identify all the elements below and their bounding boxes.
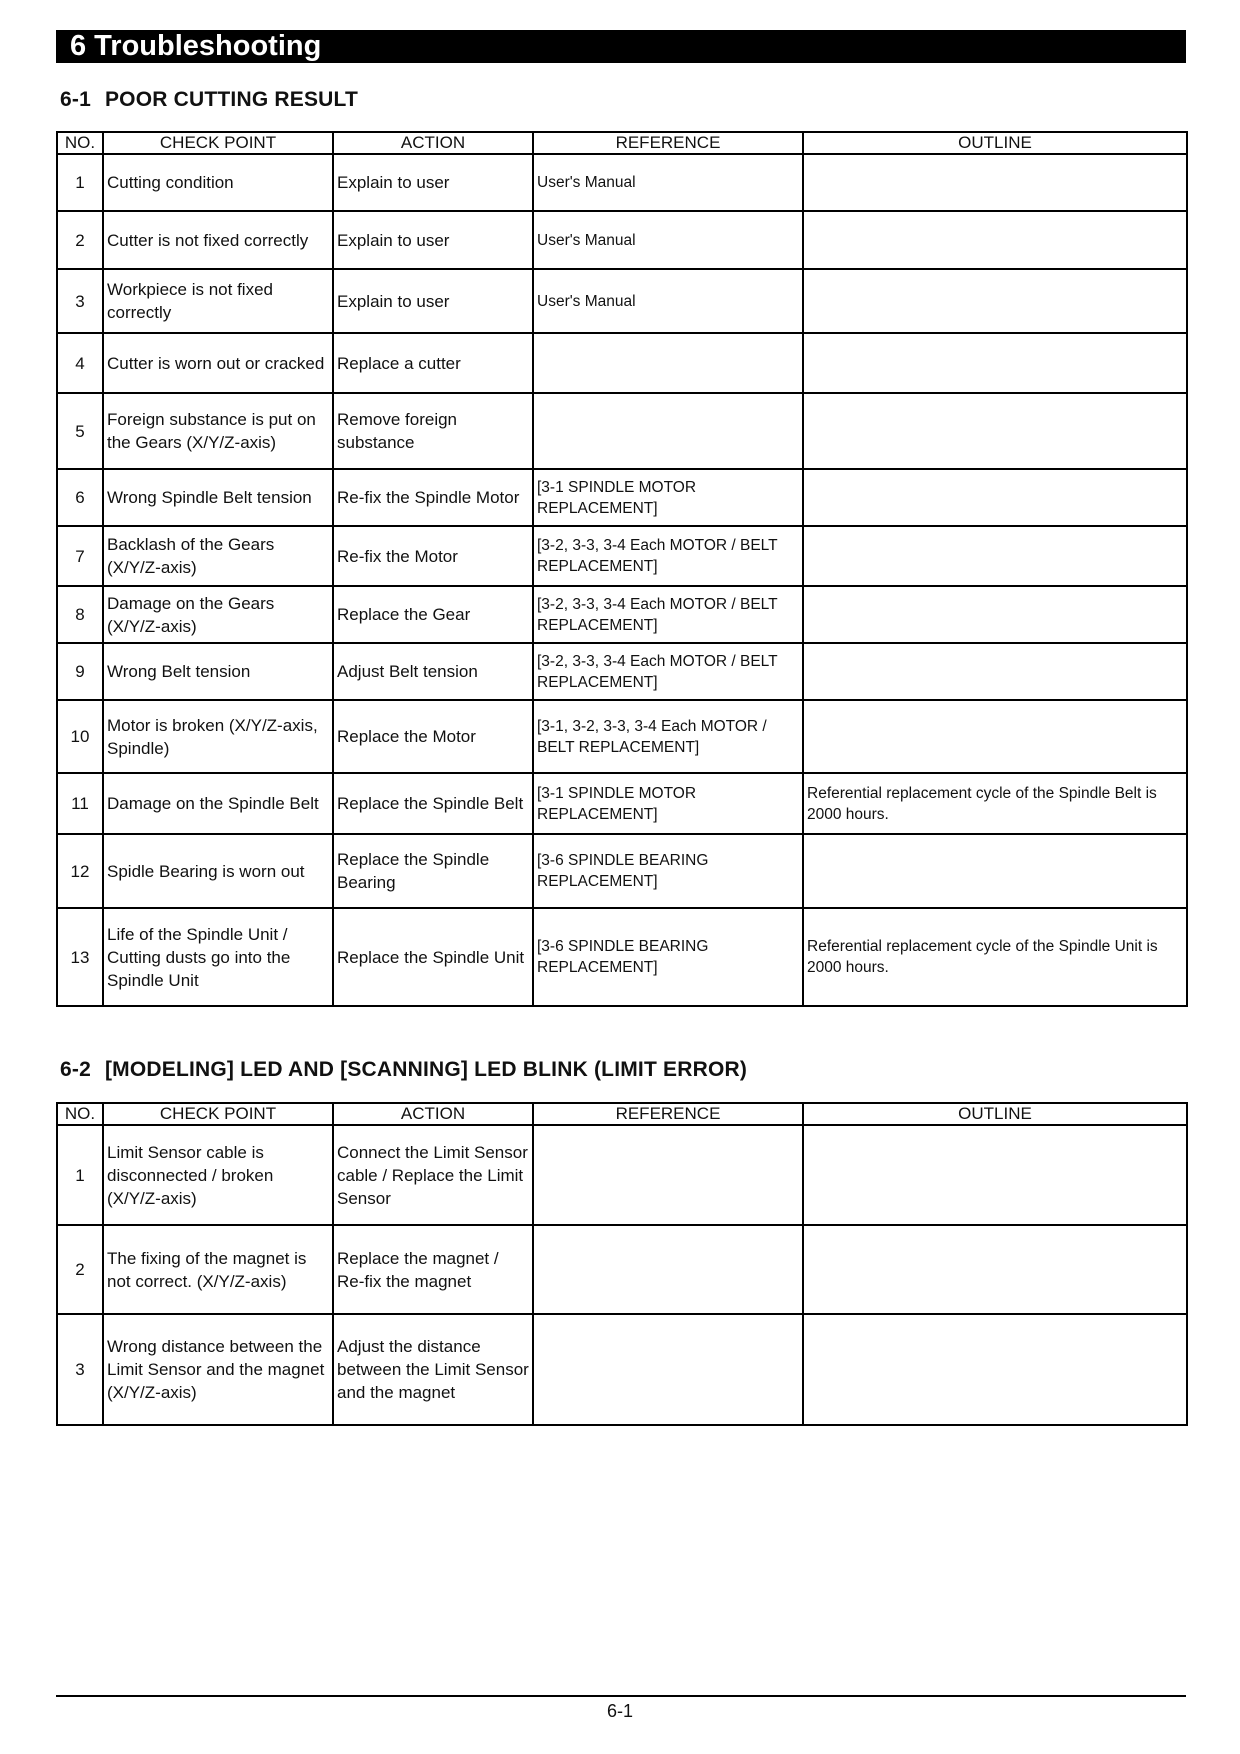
row-number: 7 [57, 526, 103, 586]
outline-cell [803, 393, 1187, 469]
table-row [57, 1225, 1187, 1314]
action-cell: Replace the magnet / Re-fix the magnet [333, 1225, 533, 1314]
reference-cell: [3-1 SPINDLE MOTOR REPLACEMENT] [533, 469, 803, 526]
check-point-cell: Cutter is worn out or cracked [103, 333, 333, 393]
outline-cell [803, 834, 1187, 908]
check-point-cell: Damage on the Spindle Belt [103, 773, 333, 834]
action-cell: Replace the Spindle Unit [333, 908, 533, 1006]
outline-cell [803, 700, 1187, 773]
outline-cell [803, 333, 1187, 393]
chapter-title: 6 Troubleshooting [56, 30, 1186, 63]
table-row [57, 1314, 1187, 1425]
check-point-cell: The fixing of the magnet is not correct. (X/Y/Z-axis) [103, 1225, 333, 1314]
troubleshooting-table-limit-error [56, 1102, 1188, 1426]
outline-cell: Referential replacement cycle of the Spindle Belt is 2000 hours. [803, 773, 1187, 834]
header-action: ACTION [333, 132, 533, 154]
troubleshooting-table-poor-cutting [56, 131, 1188, 1007]
table-row [57, 643, 1187, 700]
outline-cell: Referential replacement cycle of the Spindle Unit is 2000 hours. [803, 908, 1187, 1006]
reference-cell: [3-6 SPINDLE BEARING REPLACEMENT] [533, 834, 803, 908]
reference-cell: User's Manual [533, 211, 803, 269]
action-cell: Explain to user [333, 269, 533, 333]
table-row [57, 393, 1187, 469]
row-number: 11 [57, 773, 103, 834]
check-point-cell: Backlash of the Gears (X/Y/Z-axis) [103, 526, 333, 586]
action-cell: Replace the Spindle Bearing [333, 834, 533, 908]
action-cell: Connect the Limit Sensor cable / Replace the Limit Sensor [333, 1125, 533, 1225]
row-number: 2 [57, 211, 103, 269]
check-point-cell: Wrong Belt tension [103, 643, 333, 700]
action-cell: Remove foreign substance [333, 393, 533, 469]
table-row [57, 700, 1187, 773]
check-point-cell: Damage on the Gears (X/Y/Z-axis) [103, 586, 333, 643]
action-cell: Replace the Motor [333, 700, 533, 773]
section-heading-6-2 [60, 1058, 747, 1082]
check-point-cell: Workpiece is not fixed correctly [103, 269, 333, 333]
action-cell: Explain to user [333, 211, 533, 269]
reference-cell: User's Manual [533, 269, 803, 333]
header-no: NO. [57, 132, 103, 154]
reference-cell: [3-1 SPINDLE MOTOR REPLACEMENT] [533, 773, 803, 834]
table-row [57, 1125, 1187, 1225]
outline-cell [803, 154, 1187, 211]
header-check-point: CHECK POINT [103, 132, 333, 154]
row-number: 1 [57, 154, 103, 211]
check-point-cell: Cutting condition [103, 154, 333, 211]
row-number: 8 [57, 586, 103, 643]
table-row [57, 834, 1187, 908]
header-check-point: CHECK POINT [103, 1103, 333, 1125]
row-number: 6 [57, 469, 103, 526]
check-point-cell: Foreign substance is put on the Gears (X/Y/Z-axis) [103, 393, 333, 469]
action-cell: Re-fix the Motor [333, 526, 533, 586]
table-row [57, 908, 1187, 1006]
section-heading-6-1 [60, 88, 358, 112]
outline-cell [803, 1125, 1187, 1225]
row-number: 2 [57, 1225, 103, 1314]
header-reference: REFERENCE [533, 1103, 803, 1125]
reference-cell: [3-2, 3-3, 3-4 Each MOTOR / BELT REPLACEMENT] [533, 526, 803, 586]
section-number: 6-1 [60, 88, 91, 111]
table-row [57, 469, 1187, 526]
header-reference: REFERENCE [533, 132, 803, 154]
action-cell: Replace a cutter [333, 333, 533, 393]
row-number: 3 [57, 1314, 103, 1425]
outline-cell [803, 1314, 1187, 1425]
table-row [57, 211, 1187, 269]
section-title: [MODELING] LED AND [SCANNING] LED BLINK (LIMIT ERROR) [104, 1058, 748, 1081]
action-cell: Explain to user [333, 154, 533, 211]
action-cell: Replace the Gear [333, 586, 533, 643]
reference-cell: [3-2, 3-3, 3-4 Each MOTOR / BELT REPLACEMENT] [533, 586, 803, 643]
table-header-row [57, 132, 1187, 154]
reference-cell [533, 1314, 803, 1425]
table-row [57, 586, 1187, 643]
header-outline: OUTLINE [803, 132, 1187, 154]
action-cell: Adjust the distance between the Limit Sensor and the magnet [333, 1314, 533, 1425]
header-action: ACTION [333, 1103, 533, 1125]
table-row [57, 526, 1187, 586]
check-point-cell: Spidle Bearing is worn out [103, 834, 333, 908]
check-point-cell: Motor is broken (X/Y/Z-axis, Spindle) [103, 700, 333, 773]
row-number: 9 [57, 643, 103, 700]
footer-rule [56, 1695, 1186, 1697]
reference-cell: User's Manual [533, 154, 803, 211]
row-number: 12 [57, 834, 103, 908]
page-number: 6-1 [606, 1701, 633, 1721]
reference-cell: [3-2, 3-3, 3-4 Each MOTOR / BELT REPLACEMENT] [533, 643, 803, 700]
action-cell: Replace the Spindle Belt [333, 773, 533, 834]
table-header-row [57, 1103, 1187, 1125]
table-row [57, 333, 1187, 393]
check-point-cell: Cutter is not fixed correctly [103, 211, 333, 269]
row-number: 4 [57, 333, 103, 393]
reference-cell: [3-1, 3-2, 3-3, 3-4 Each MOTOR / BELT REPLACEMENT] [533, 700, 803, 773]
row-number: 13 [57, 908, 103, 1006]
header-outline: OUTLINE [803, 1103, 1187, 1125]
table-row [57, 269, 1187, 333]
outline-cell [803, 526, 1187, 586]
header-no: NO. [57, 1103, 103, 1125]
reference-cell [533, 393, 803, 469]
outline-cell [803, 643, 1187, 700]
row-number: 10 [57, 700, 103, 773]
check-point-cell: Limit Sensor cable is disconnected / broken (X/Y/Z-axis) [103, 1125, 333, 1225]
check-point-cell: Wrong distance between the Limit Sensor and the magnet (X/Y/Z-axis) [103, 1314, 333, 1425]
reference-cell [533, 333, 803, 393]
table-row [57, 773, 1187, 834]
row-number: 5 [57, 393, 103, 469]
reference-cell [533, 1125, 803, 1225]
reference-cell [533, 1225, 803, 1314]
row-number: 3 [57, 269, 103, 333]
check-point-cell: Life of the Spindle Unit / Cutting dusts go into the Spindle Unit [103, 908, 333, 1006]
section-number: 6-2 [60, 1058, 91, 1081]
outline-cell [803, 469, 1187, 526]
action-cell: Adjust Belt tension [333, 643, 533, 700]
check-point-cell: Wrong Spindle Belt tension [103, 469, 333, 526]
outline-cell [803, 269, 1187, 333]
action-cell: Re-fix the Spindle Motor [333, 469, 533, 526]
outline-cell [803, 211, 1187, 269]
row-number: 1 [57, 1125, 103, 1225]
section-title: POOR CUTTING RESULT [104, 88, 359, 111]
reference-cell: [3-6 SPINDLE BEARING REPLACEMENT] [533, 908, 803, 1006]
table-row [57, 154, 1187, 211]
outline-cell [803, 1225, 1187, 1314]
outline-cell [803, 586, 1187, 643]
